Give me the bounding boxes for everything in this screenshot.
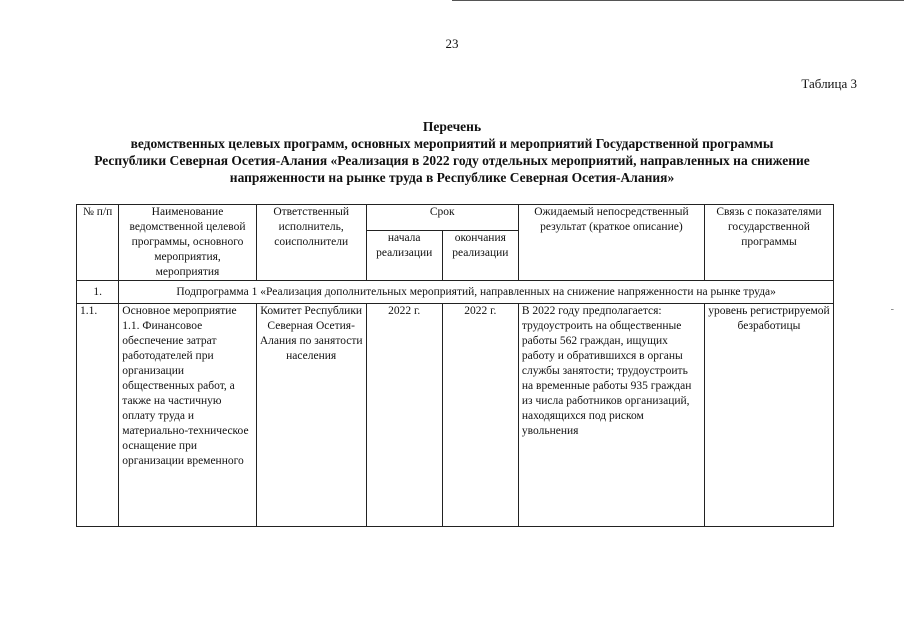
programs-table — [76, 204, 834, 527]
row-start: 2022 г. — [366, 304, 442, 527]
section-num: 1. — [77, 281, 119, 304]
header-term: Срок — [366, 205, 518, 231]
section-row — [77, 281, 834, 304]
row-name: Основное мероприятие 1.1. Финансовое обеспечение затрат работодателей при организации общественных работ, а также на частичную оплату труда и материально-техническое оснащение при организации временного — [119, 304, 256, 527]
row-end: 2022 г. — [442, 304, 518, 527]
row-result: В 2022 году предполагается: трудоустроить на общественные работы 562 граждан, ищущих работу и обратившихся в органы службы занятости; трудоустроить на временные работы 935 граждан из числа работников организаций, находящихся под риском увольнения — [518, 304, 704, 527]
row-link: уровень регистрируемой безработицы — [704, 304, 833, 527]
header-term-end: окончания реализации — [442, 230, 518, 280]
table-row — [77, 304, 834, 527]
page-number: 23 — [445, 36, 459, 51]
title-line-4: напряженности на рынке труда в Республике Северная Осетия-Алания» — [229, 170, 675, 185]
header-name: Наименование ведомственной целевой программы, основного мероприятия, мероприятия — [119, 205, 256, 281]
row-responsible: Комитет Республики Северная Осетия-Алания по занятости населения — [256, 304, 366, 527]
title-line-2: ведомственных целевых программ, основных мероприятий и мероприятий Государственной программы — [130, 136, 774, 151]
header-link: Связь с показателями государственной программы — [704, 205, 833, 281]
document-title — [40, 118, 864, 186]
header-num: № п/п — [77, 205, 119, 281]
header-term-start: начала реализации — [366, 230, 442, 280]
header-responsible: Ответственный исполнитель, соисполнители — [256, 205, 366, 281]
row-num: 1.1. — [77, 304, 119, 527]
section-title: Подпрограмма 1 «Реализация дополнительных мероприятий, направленных на снижение напряженности на рынке труда» — [119, 281, 834, 304]
title-line-1: Перечень — [422, 119, 482, 134]
title-line-3: Республики Северная Осетия-Алания «Реализация в 2022 году отдельных мероприятий, направленных на снижение — [94, 153, 810, 168]
header-row — [77, 205, 834, 231]
header-result: Ожидаемый непосредственный результат (краткое описание) — [518, 205, 704, 281]
top-rule — [452, 0, 904, 1]
margin-mark: - — [890, 304, 894, 315]
table-label: Таблица 3 — [801, 76, 857, 91]
